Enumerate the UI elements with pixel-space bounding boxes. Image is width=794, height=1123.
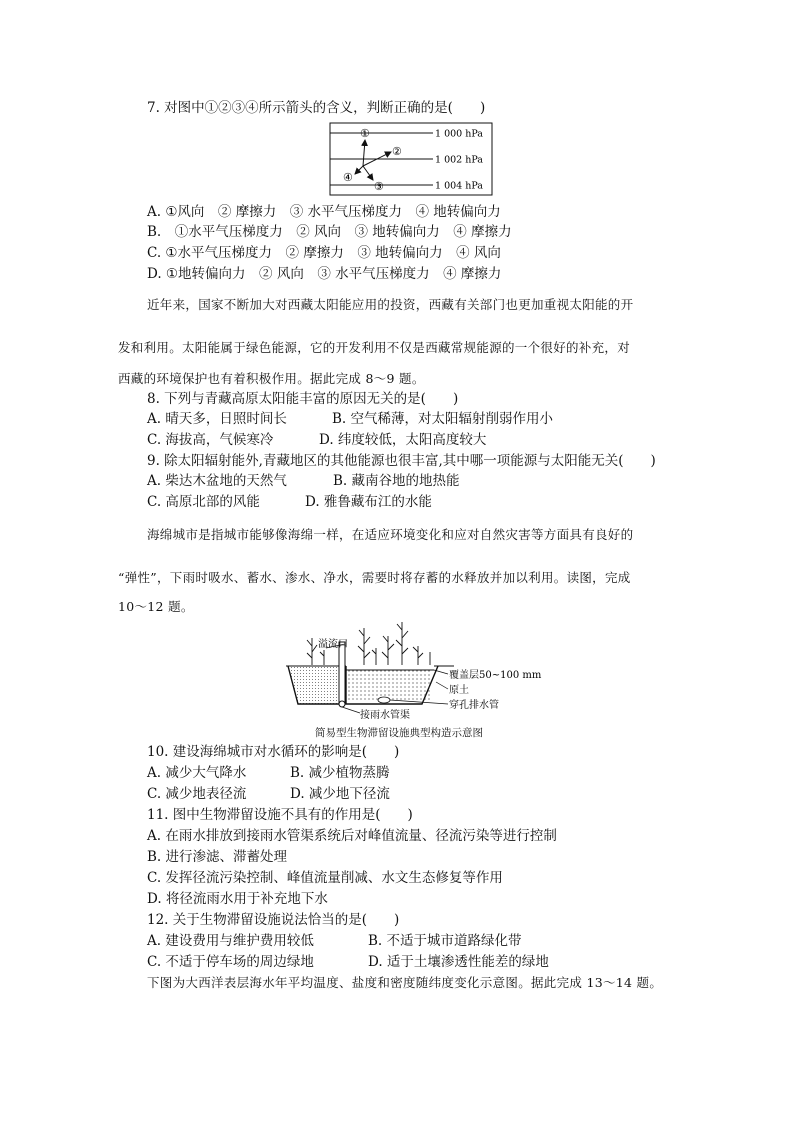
passage2-line2: “弹性”，下雨时吸水、蓄水、渗水、净水，需要时将存蓄的水释放并加以利用。读图，完成 bbox=[118, 570, 631, 585]
arrow-4 bbox=[355, 166, 363, 174]
left-basin bbox=[288, 666, 344, 704]
q8-stem: 8. 下列与青藏高原太阳能丰富的原因无关的是( ) bbox=[147, 391, 459, 407]
leader-channel bbox=[342, 707, 360, 713]
q10-option-d: D. 减少地下径流 bbox=[290, 786, 390, 802]
q7-option-c: C. ①水平气压梯度力 ② 摩擦力 ③ 地转偏向力 ④ 风向 bbox=[147, 245, 501, 261]
passage1-line2: 发和利用。太阳能属于绿色能源，它的开发利用不仅是西藏常规能源的一个很好的补充，对 bbox=[118, 340, 631, 355]
label-drain-pipe: 穿孔排水管 bbox=[449, 700, 499, 711]
q7-stem: 7. 对图中①②③④所示箭头的含义，判断正确的是( ) bbox=[147, 100, 486, 116]
q11-option-a: A. 在雨水排放到接雨水管渠系统后对峰值流量、径流污染等进行控制 bbox=[147, 828, 557, 844]
q9-option-d: D. 雅鲁藏布江的水能 bbox=[305, 494, 432, 510]
bioretention-svg bbox=[284, 618, 544, 722]
q12-option-c: C. 不适于停车场的周边绿地 bbox=[147, 954, 314, 970]
arrow-1 bbox=[363, 140, 365, 166]
passage2-line1: 海绵城市是指城市能够像海绵一样，在适应环境变化和应对自然灾害等方面具有良好的 bbox=[147, 527, 634, 542]
q8-option-b: B. 空气稀薄，对太阳辐射削弱作用小 bbox=[332, 411, 554, 427]
arrow-mark-2: ② bbox=[392, 145, 402, 158]
q7-option-d: D. ①地转偏向力 ② 风向 ③ 水平气压梯度力 ④ 摩擦力 bbox=[147, 266, 502, 282]
label-channel: 接雨水管渠 bbox=[360, 710, 410, 721]
q12-option-b: B. 不适于城市道路绿化带 bbox=[368, 933, 522, 949]
q11-option-c: C. 发挥径流污染控制、峰值流量削减、水文生态修复等作用 bbox=[147, 870, 503, 886]
arrow-mark-1: ① bbox=[360, 127, 370, 140]
q10-stem: 10. 建设海绵城市对水循环的影响是( ) bbox=[147, 744, 400, 760]
q8-option-a: A. 晴天多，日照时间长 bbox=[147, 411, 287, 427]
passage2-line3: 10～12 题。 bbox=[118, 599, 194, 614]
channel-junction bbox=[339, 701, 345, 707]
passage1-line1: 近年来，国家不断加大对西藏太阳能应用的投资，西藏有关部门也更加重视太阳能的开 bbox=[147, 297, 634, 312]
isobar-label-1: 1 000 hPa bbox=[435, 128, 483, 140]
label-overflow: 溢流口 bbox=[318, 639, 348, 650]
q12-option-d: D. 适于土壤渗透性能差的绿地 bbox=[368, 954, 549, 970]
q7-option-a: A. ①风向 ② 摩擦力 ③ 水平气压梯度力 ④ 地转偏向力 bbox=[147, 204, 501, 220]
q9-stem: 9. 除太阳辐射能外,青藏地区的其他能源也很丰富,其中哪一项能源与太阳能无关( ) bbox=[147, 453, 656, 469]
overflow-pipe bbox=[339, 642, 345, 704]
q10-option-b: B. 减少植物蒸腾 bbox=[290, 765, 390, 781]
q10-option-c: C. 减少地表径流 bbox=[147, 786, 247, 802]
isobar-label-2: 1 002 hPa bbox=[435, 154, 483, 166]
q9-option-a: A. 柴达木盆地的天然气 bbox=[147, 473, 287, 489]
isobar-label-3: 1 004 hPa bbox=[435, 180, 483, 192]
q10-option-a: A. 减少大气降水 bbox=[147, 765, 247, 781]
q11-option-d: D. 将径流雨水用于补充地下水 bbox=[147, 891, 328, 907]
isobar-svg bbox=[329, 122, 493, 196]
q7-option-b: B. ①水平气压梯度力 ② 风向 ③ 地转偏向力 ④ 摩擦力 bbox=[147, 224, 512, 240]
label-cover: 覆盖层50~100 mm bbox=[449, 670, 542, 681]
q12-option-a: A. 建设费用与维护费用较低 bbox=[147, 933, 314, 949]
q9-option-b: B. 藏南谷地的地热能 bbox=[333, 473, 460, 489]
q8-option-d: D. 纬度较低，太阳高度较大 bbox=[319, 432, 487, 448]
bioretention-diagram bbox=[284, 618, 544, 722]
q8-option-c: C. 海拔高，气候寒冷 bbox=[147, 432, 274, 448]
passage1-line3: 西藏的环境保护也有着积极作用。据此完成 8～9 题。 bbox=[118, 371, 425, 386]
q12-stem: 12. 关于生物滞留设施说法恰当的是( ) bbox=[147, 912, 400, 928]
label-soil: 原土 bbox=[449, 685, 469, 696]
isobar-diagram bbox=[329, 122, 493, 196]
figure2-caption: 简易型生物滞留设施典型构造示意图 bbox=[315, 727, 483, 739]
intro-q13-14: 下图为大西洋表层海水年平均温度、盐度和密度随纬度变化示意图。据此完成 13～14 题。 bbox=[147, 975, 663, 990]
arrow-mark-4: ④ bbox=[343, 171, 353, 184]
q11-option-b: B. 进行渗滤、滞蓄处理 bbox=[147, 849, 288, 865]
arrow-mark-3: ③ bbox=[374, 180, 384, 193]
drain-pipe bbox=[378, 697, 390, 703]
soil-fill bbox=[348, 670, 430, 702]
q11-stem: 11. 图中生物滞留设施不具有的作用是( ) bbox=[147, 807, 413, 823]
q9-option-c: C. 高原北部的风能 bbox=[147, 494, 260, 510]
arrow-3 bbox=[363, 166, 373, 180]
leader-soil bbox=[436, 682, 448, 689]
